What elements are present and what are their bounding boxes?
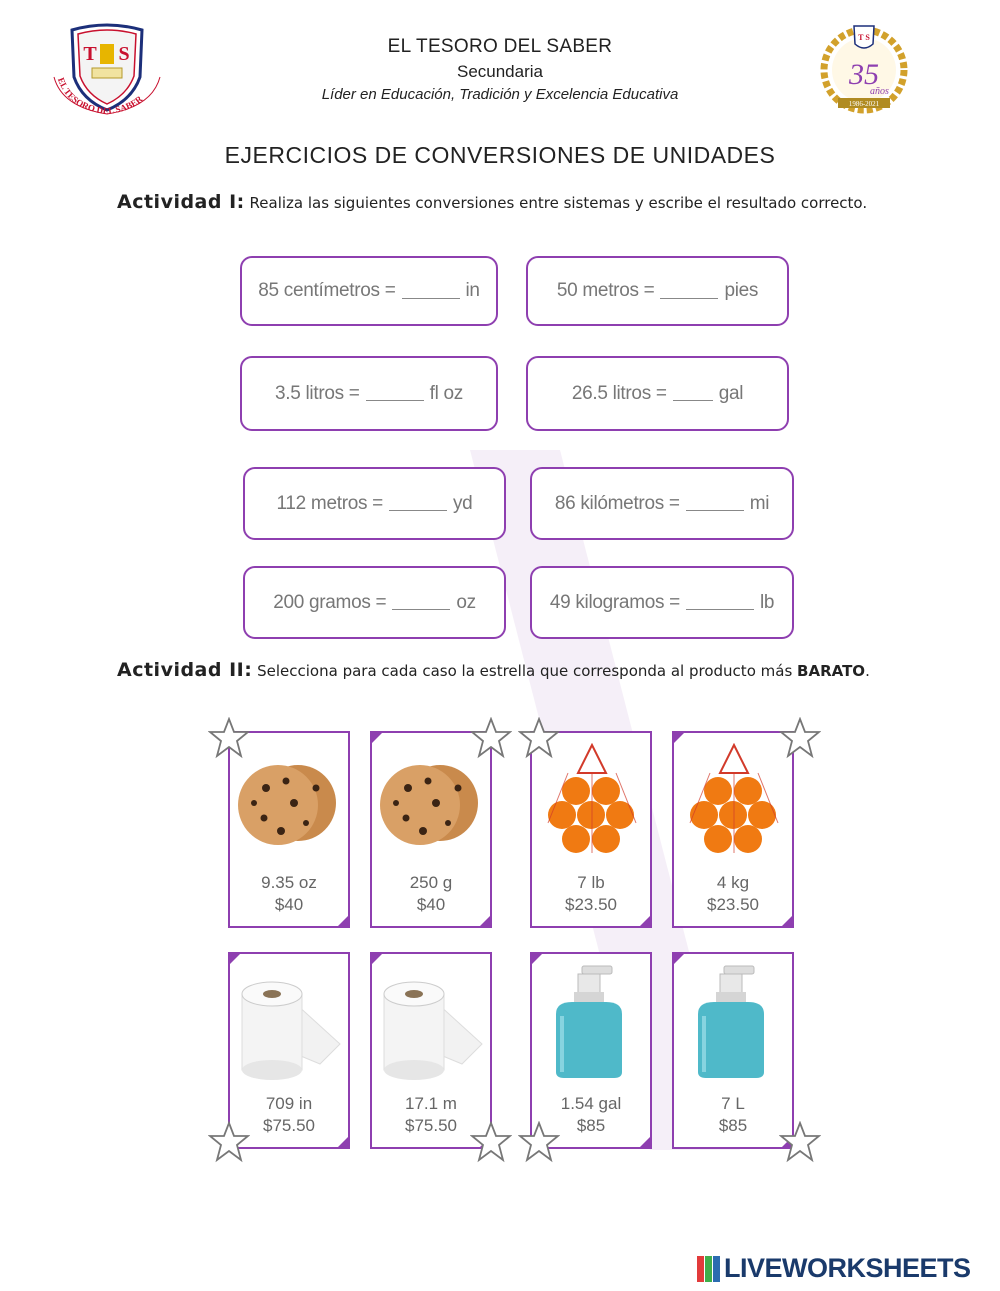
logo-left-initial-s: S: [118, 43, 130, 65]
conversion-unit: lb: [759, 591, 775, 613]
product-card: [370, 731, 492, 928]
school-level: Secundaria: [456, 62, 543, 81]
product-quantity: 7 lb: [577, 873, 605, 892]
soap-dispenser-icon: [680, 964, 788, 1082]
product-price: $75.50: [405, 1116, 457, 1135]
conversion-unit: pies: [724, 280, 759, 301]
product-price: $75.50: [263, 1116, 315, 1135]
product-quantity: 4 kg: [716, 873, 750, 892]
product-price: $23.50: [707, 895, 759, 914]
product-price: $85: [718, 1116, 748, 1135]
answer-blank[interactable]: [389, 496, 447, 511]
logo-right-years: 1986-2021: [848, 100, 880, 108]
conversion-unit: oz: [456, 591, 476, 613]
product-price: $23.50: [565, 895, 617, 914]
activity-1-text: Realiza las siguientes conversiones entre sistemas y escribe el resultado correcto.: [249, 194, 868, 212]
page-title: EJERCICIOS DE CONVERSIONES DE UNIDADES: [224, 142, 776, 168]
conversion-quantity: 86 kilómetros =: [554, 492, 680, 514]
activity-2-label: Actividad II:: [117, 659, 253, 681]
product-card: [228, 731, 350, 928]
product-card: [530, 952, 652, 1149]
star-select-icon[interactable]: [518, 717, 560, 759]
conversion-unit: mi: [749, 492, 770, 514]
star-select-icon[interactable]: [208, 717, 250, 759]
activity-2-text: Selecciona para cada caso la estrella que corresponda al producto más: [257, 662, 798, 680]
conversion-box: [240, 356, 498, 431]
toilet-paper-icon: [236, 964, 344, 1082]
conversion-box: [526, 256, 789, 326]
conversion-box: [526, 356, 789, 431]
product-price: $40: [416, 895, 446, 914]
soap-dispenser-icon: [538, 964, 646, 1082]
conversion-unit: yd: [452, 492, 473, 514]
answer-blank[interactable]: [673, 386, 713, 401]
activity-1-instructions: [117, 190, 917, 215]
star-select-icon[interactable]: [470, 1121, 512, 1163]
product-card: [530, 731, 652, 928]
svg-text:T S: T S: [858, 33, 870, 42]
conversion-box: [243, 467, 506, 540]
oranges-icon: [680, 743, 788, 861]
oranges-icon: [538, 743, 646, 861]
product-price: $85: [576, 1116, 606, 1135]
product-card: [672, 952, 794, 1149]
product-quantity: 250 g: [409, 873, 453, 892]
product-quantity: 9.35 oz: [261, 873, 317, 892]
conversion-unit: fl oz: [429, 382, 463, 404]
toilet-paper-icon: [378, 964, 486, 1082]
product-card: [672, 731, 794, 928]
product-price: $40: [274, 895, 304, 914]
conversion-box: [530, 566, 794, 639]
conversion-box: [530, 467, 794, 540]
school-motto: Líder en Educación, Tradición y Excelencia Educativa: [321, 86, 679, 103]
activity-1-label: Actividad I:: [117, 191, 245, 213]
conversion-quantity: 112 metros =: [276, 492, 383, 514]
conversion-unit: in: [465, 280, 480, 301]
answer-blank[interactable]: [392, 595, 450, 610]
conversion-quantity: 49 kilogramos =: [549, 591, 680, 613]
conversion-quantity: 85 centímetros =: [258, 280, 396, 301]
activity-2-period: .: [865, 662, 870, 680]
logo-left-arc-text: EL TESORO DEL SABER: [55, 76, 145, 117]
school-name: EL TESORO DEL SABER: [387, 36, 613, 57]
star-select-icon[interactable]: [779, 1121, 821, 1163]
answer-blank[interactable]: [686, 595, 754, 610]
answer-blank[interactable]: [402, 284, 460, 299]
conversion-unit: gal: [718, 382, 744, 404]
conversion-quantity: 200 gramos =: [273, 591, 387, 613]
conversion-quantity: 26.5 litros =: [571, 382, 667, 404]
logo-left-initial-t: T: [83, 43, 97, 65]
liveworksheets-icon: [697, 1256, 721, 1282]
activity-2-instructions: [117, 658, 917, 683]
product-quantity: 1.54 gal: [560, 1094, 622, 1113]
star-select-icon[interactable]: [779, 717, 821, 759]
answer-blank[interactable]: [366, 386, 424, 401]
product-card: [228, 952, 350, 1149]
star-select-icon[interactable]: [208, 1121, 250, 1163]
product-quantity: 17.1 m: [405, 1094, 457, 1113]
conversion-box: [243, 566, 506, 639]
answer-blank[interactable]: [686, 496, 744, 511]
conversion-quantity: 3.5 litros =: [275, 382, 360, 404]
conversion-box: [240, 256, 498, 326]
product-card: [370, 952, 492, 1149]
product-quantity: 709 in: [265, 1094, 313, 1113]
liveworksheets-brand[interactable]: LIVEWORKSHEETS: [724, 1253, 971, 1283]
cookies-icon: [236, 743, 344, 861]
product-quantity: 7 L: [721, 1094, 745, 1113]
conversion-quantity: 50 metros =: [556, 280, 655, 301]
star-select-icon[interactable]: [470, 717, 512, 759]
activity-2-emphasis: BARATO: [797, 662, 866, 680]
answer-blank[interactable]: [660, 284, 718, 299]
cookies-icon: [378, 743, 486, 861]
logo-right-label: años: [870, 86, 889, 97]
star-select-icon[interactable]: [518, 1121, 560, 1163]
logo-right-number: 35: [849, 58, 879, 91]
